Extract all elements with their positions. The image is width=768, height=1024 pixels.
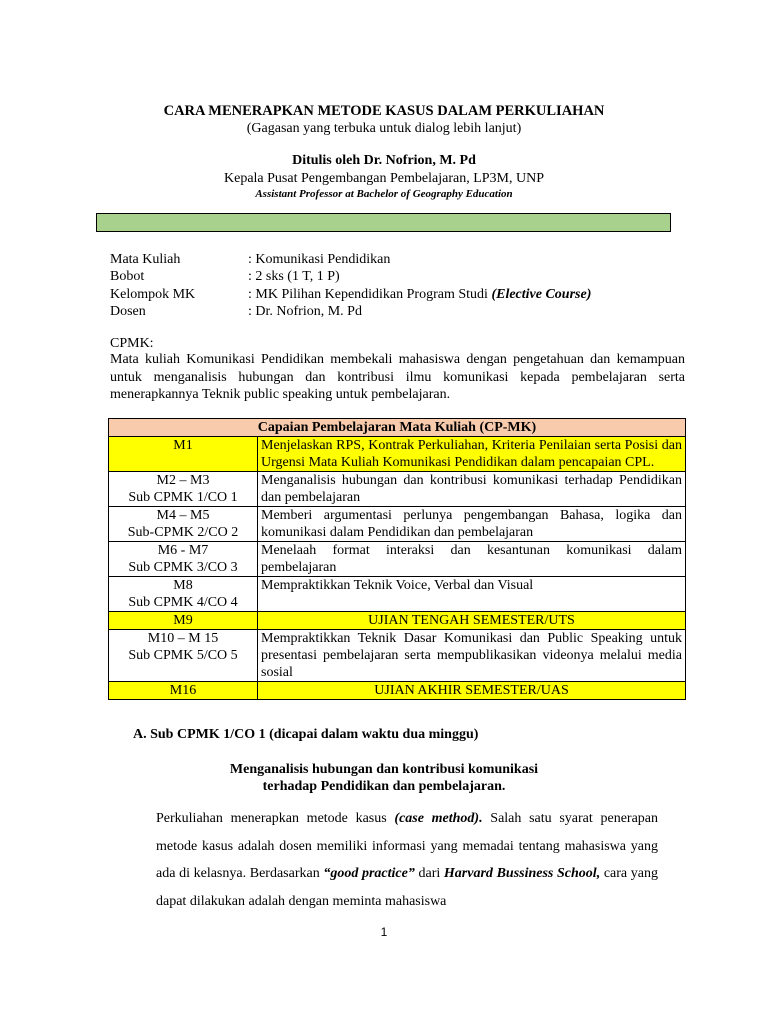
meeting-cell [109, 507, 258, 542]
emphasis-text: “good practice” [323, 866, 415, 881]
table-header-row [109, 419, 686, 437]
info-row [110, 286, 591, 303]
document-title: CARA MENERAPKAN METODE KASUS DALAM PERKULIAHAN [163, 103, 605, 119]
outcome-cell: Mempraktikkan Teknik Dasar Komunikasi dan Public Speaking untuk presentasi pembelajaran serta mempublikasikan videonya melalui media sosial [258, 630, 686, 682]
section-a-paragraph [156, 805, 658, 915]
cpmk-heading: CPMK: [110, 336, 154, 351]
table-row [109, 682, 686, 700]
cpmk-description: Mata kuliah Komunikasi Pendidikan membekali mahasiswa dengan pengetahuan dan kemampuan untuk menganalisis hubungan dan kontribusi ilmu komunikasi kepada pembelajaran serta menerapkannya Teknik public speaking untuk pembelajaran. [110, 352, 685, 402]
paragraph-text: dari [414, 866, 444, 881]
meeting-cell [109, 682, 258, 700]
meeting-label: Sub CPMK 3/CO 3 [128, 560, 238, 575]
info-label: Mata Kuliah [110, 252, 181, 267]
green-divider-bar [96, 213, 671, 232]
table-row [109, 472, 686, 507]
outcome-cell: Menelaah format interaksi dan kesantunan komunikasi dalam pembelajaran [258, 542, 686, 577]
info-value: : Dr. Nofrion, M. Pd [248, 303, 362, 319]
paragraph-text: Salah satu syarat penerapan metode kasus adalah dosen memiliki informasi yang memadai tentang mahasiswa yang ada di kelasnya. Berdasarkan [156, 811, 658, 881]
section-a-heading: A. Sub CPMK 1/CO 1 (dicapai dalam waktu dua minggu) [133, 727, 479, 742]
outcome-cell: UJIAN AKHIR SEMESTER/UAS [258, 682, 686, 700]
table-row [109, 630, 686, 682]
table-row [109, 612, 686, 630]
meeting-cell [109, 577, 258, 612]
meeting-cell [109, 630, 258, 682]
meeting-label: M10 – M 15 [147, 631, 219, 646]
author-line: Ditulis oleh Dr. Nofrion, M. Pd [292, 153, 476, 168]
info-value: : Komunikasi Pendidikan [248, 252, 391, 267]
table-header: Capaian Pembelajaran Mata Kuliah (CP-MK) [109, 419, 686, 437]
info-row [110, 268, 591, 285]
info-value-emphasis: (Elective Course) [491, 286, 592, 302]
info-label: Bobot [110, 269, 145, 285]
table-row [109, 542, 686, 577]
paragraph-text: Perkuliahan menerapkan metode kasus [156, 811, 395, 826]
meeting-label: M6 - M7 [157, 543, 209, 558]
paragraph-text: cara yang dapat dilakukan adalah dengan meminta mahasiswa [156, 866, 659, 909]
meeting-cell [109, 472, 258, 507]
table-row [109, 577, 686, 612]
meeting-label: M4 – M5 [156, 508, 210, 523]
meeting-label: Sub-CPMK 2/CO 2 [127, 525, 239, 540]
info-label: Kelompok MK [110, 286, 196, 302]
outcome-cell: Menganalisis hubungan dan kontribusi komunikasi terhadap Pendidikan dan pembelajaran [258, 472, 686, 507]
author-position-2: Assistant Professor at Bachelor of Geography Education [255, 188, 513, 200]
info-row [110, 251, 591, 268]
meeting-label: M16 [169, 683, 197, 698]
meeting-label: M1 [173, 438, 193, 453]
info-value: : 2 sks (1 T, 1 P) [248, 269, 340, 285]
meeting-label: Sub CPMK 5/CO 5 [128, 648, 238, 663]
table-row [109, 437, 686, 472]
info-value: : MK Pilihan Kependidikan Program Studi (Elective Course) [248, 286, 592, 302]
section-a-title [0, 761, 768, 795]
document-subtitle: (Gagasan yang terbuka untuk dialog lebih lanjut) [246, 121, 522, 136]
meeting-label: Sub CPMK 4/CO 4 [128, 595, 238, 610]
info-row [110, 303, 591, 320]
outcome-cell: Menjelaskan RPS, Kontrak Perkuliahan, Kriteria Penilaian serta Posisi dan Urgensi Mata Kuliah Komunikasi Pendidikan dalam pencapaian CPL. [258, 437, 686, 472]
table-row [109, 507, 686, 542]
meeting-cell [109, 612, 258, 630]
outcome-cell: UJIAN TENGAH SEMESTER/UTS [258, 612, 686, 630]
section-a-title-line2: terhadap Pendidikan dan pembelajaran. [262, 779, 506, 794]
author-position: Kepala Pusat Pengembangan Pembelajaran, LP3M, UNP [224, 171, 544, 186]
meeting-label: Sub CPMK 1/CO 1 [128, 490, 238, 505]
meeting-label: M8 [173, 578, 193, 593]
section-a-title-line1: Menganalisis hubungan dan kontribusi komunikasi [229, 762, 539, 777]
outcome-cell: Mempraktikkan Teknik Voice, Verbal dan Visual [258, 577, 686, 612]
page-number: 1 [380, 925, 388, 939]
outcome-cell: Memberi argumentasi perlunya pengembangan Bahasa, logika dan komunikasi dalam Pendidikan dan pembelajaran [258, 507, 686, 542]
emphasis-text: Harvard Bussiness School, [443, 866, 601, 881]
meeting-label: M9 [173, 613, 193, 628]
meeting-cell [109, 437, 258, 472]
cpmk-table [108, 418, 686, 700]
meeting-label: M2 – M3 [156, 473, 210, 488]
info-label: Dosen [110, 303, 146, 319]
course-info-block [110, 251, 591, 320]
meeting-cell [109, 542, 258, 577]
emphasis-text: (case method). [394, 811, 483, 826]
